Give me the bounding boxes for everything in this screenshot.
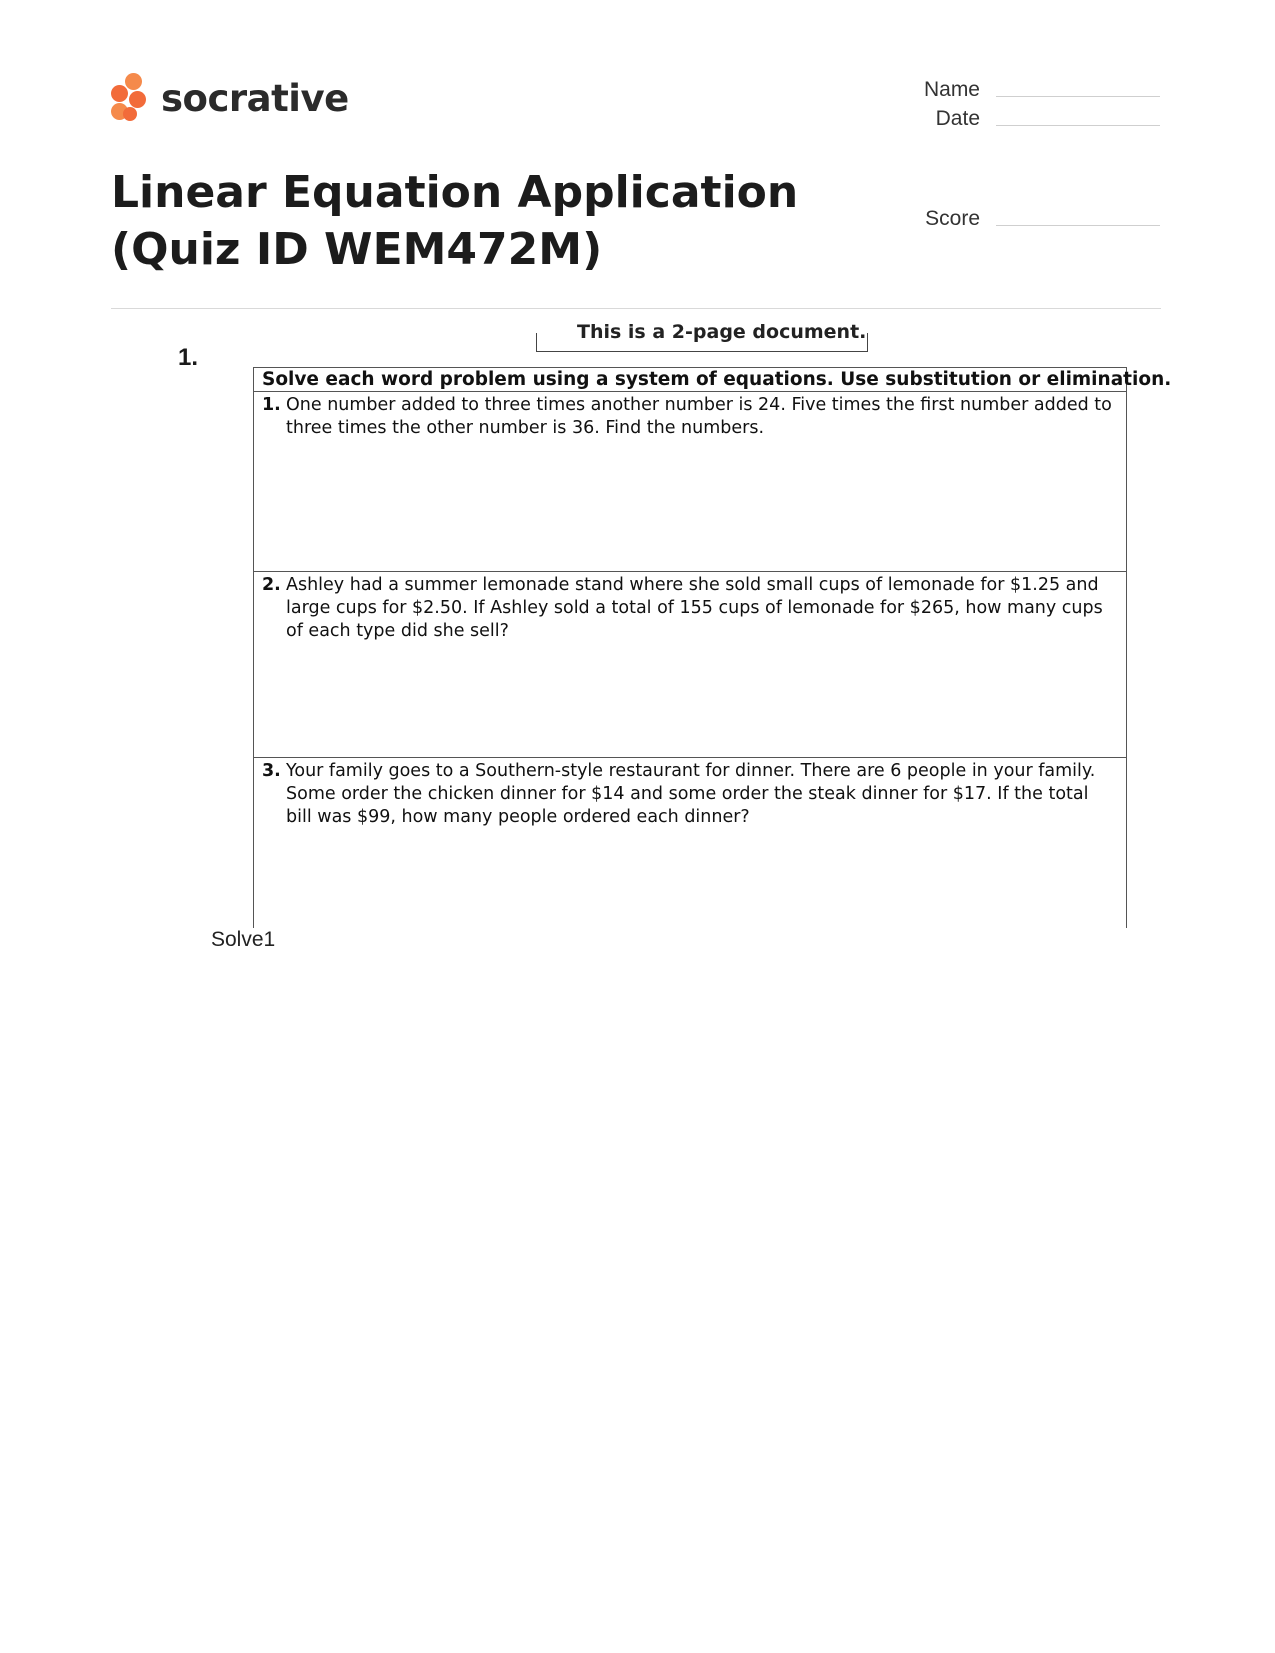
problem-item bbox=[254, 572, 1126, 758]
problem-item bbox=[254, 392, 1126, 572]
problem-item bbox=[254, 758, 1126, 910]
hexagon-cluster-icon bbox=[111, 73, 149, 123]
name-label: Name bbox=[923, 78, 980, 101]
cut-header-box bbox=[536, 321, 868, 352]
score-line bbox=[996, 224, 1160, 226]
date-row bbox=[880, 107, 1160, 131]
problem-number: 2. bbox=[262, 575, 281, 595]
socrative-logo bbox=[111, 73, 349, 123]
worksheet-table bbox=[253, 367, 1172, 928]
logo-wordmark: socrative bbox=[161, 76, 349, 120]
answer-label: Solve1 bbox=[211, 928, 276, 951]
date-line bbox=[996, 124, 1160, 126]
problem-number: 1. bbox=[262, 395, 281, 415]
date-label: Date bbox=[935, 107, 980, 130]
problem-text: One number added to three times another number is 24. Five times the first number added to three times the other number is 36. Find the numbers. bbox=[286, 395, 1112, 438]
quiz-title: Linear Equation Application (Quiz ID WEM472M) bbox=[111, 167, 799, 275]
question-image bbox=[240, 321, 1172, 915]
problem-text: Ashley had a summer lemonade stand where she sold small cups of lemonade for $1.25 and large cups for $2.50. If Ashley sold a total of 155 cups of lemonade for $265, how many cups of each type did she sell? bbox=[286, 575, 1103, 641]
worksheet-heading: Solve each word problem using a system of equations. Use substitution or elimination. bbox=[254, 368, 1126, 392]
question-number: 1. bbox=[178, 344, 199, 371]
name-row bbox=[880, 78, 1160, 102]
problem-text: Your family goes to a Southern-style restaurant for dinner. There are 6 people in your family. Some order the chicken dinner for $14 and some order the steak dinner for $17. If the total bill was $99, how many people ordered each dinner? bbox=[286, 761, 1096, 827]
cut-header-text: This is a 2-page document. bbox=[577, 321, 867, 343]
score-label: Score bbox=[925, 207, 980, 230]
header-divider bbox=[111, 308, 1161, 309]
name-line bbox=[996, 95, 1160, 97]
problem-number: 3. bbox=[262, 761, 281, 781]
score-row bbox=[880, 207, 1160, 231]
